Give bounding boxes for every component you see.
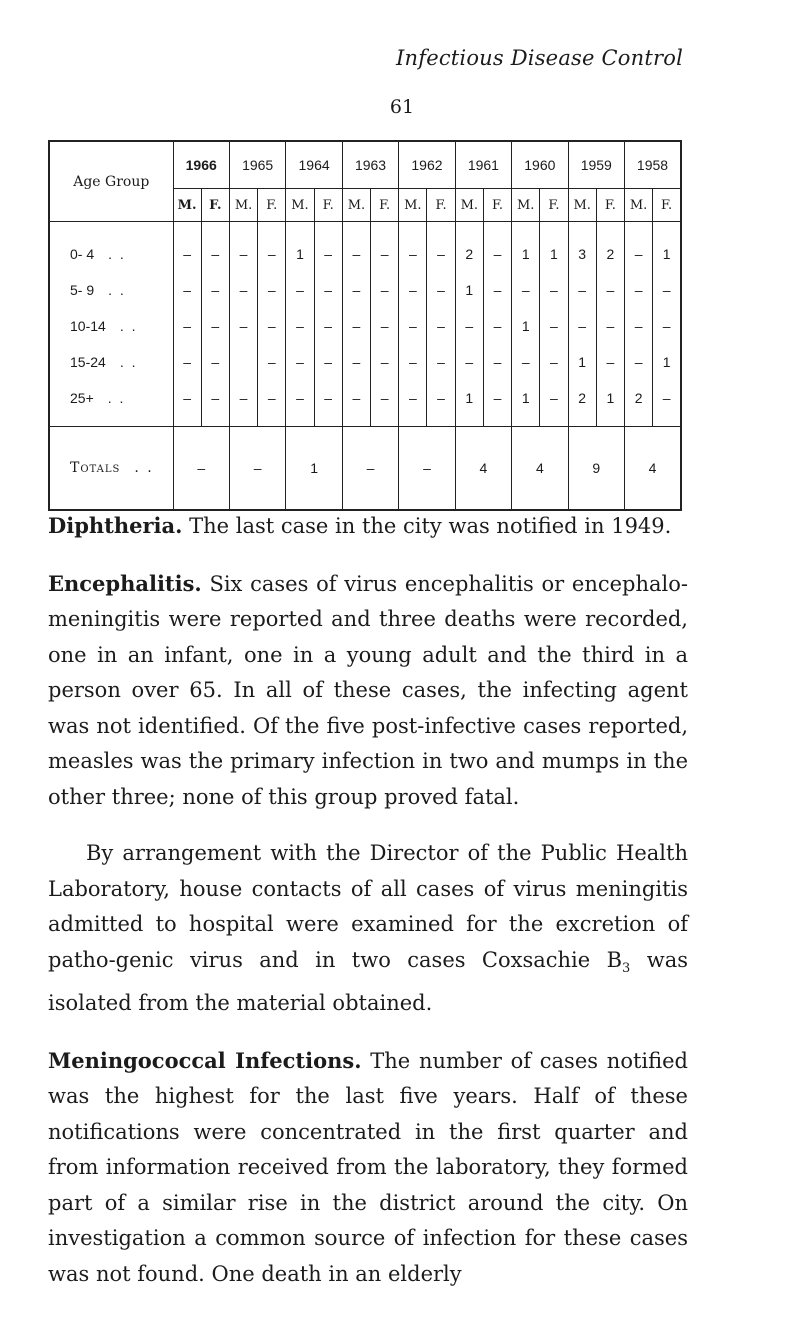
table-cell: 1	[512, 380, 540, 427]
running-header: Infectious Disease Control	[396, 46, 683, 70]
table-cell: –	[596, 272, 624, 308]
table-cell: –	[399, 308, 427, 344]
table-row	[49, 308, 681, 344]
table-cell: –	[314, 272, 342, 308]
table-cell: –	[371, 344, 399, 380]
year-header: 1962	[399, 141, 455, 189]
totals-cell: 4	[455, 427, 511, 511]
table-cell	[229, 344, 257, 380]
table-cell: –	[399, 380, 427, 427]
female-header: F.	[371, 189, 399, 222]
diphtheria-text: The last case in the city was notified in 1949.	[182, 514, 672, 538]
table-cell: –	[540, 308, 568, 344]
table-cell: –	[371, 308, 399, 344]
diphtheria-paragraph	[48, 508, 688, 545]
table-row	[49, 380, 681, 427]
age-group-label: 25+	[70, 390, 94, 406]
table-cell: –	[540, 272, 568, 308]
table-cell: –	[201, 380, 229, 427]
year-header: 1965	[229, 141, 285, 189]
female-header: F.	[483, 189, 511, 222]
table-cell: –	[512, 272, 540, 308]
table-cell: –	[568, 308, 596, 344]
table-cell: –	[229, 222, 257, 273]
table-cell: 1	[512, 308, 540, 344]
age-group-cell	[49, 222, 173, 273]
male-header: M.	[342, 189, 370, 222]
table-cell: –	[625, 344, 653, 380]
table-cell: 2	[455, 222, 483, 273]
female-header: F.	[201, 189, 229, 222]
table-cell: 3	[568, 222, 596, 273]
arrangement-text: By arrangement with the Director of the Public Health Laboratory, house contacts of all cases of virus meningitis admitted to hospital were examined for the excretion of patho-genic virus and in two cases Coxsachie B	[48, 841, 688, 972]
age-group-cell	[49, 380, 173, 427]
table-cell: –	[314, 308, 342, 344]
table-cell: –	[201, 272, 229, 308]
table-cell: 1	[653, 344, 681, 380]
table-cell: 1	[286, 222, 314, 273]
table-cell: –	[342, 380, 370, 427]
article-body	[48, 508, 688, 1313]
year-header: 1964	[286, 141, 342, 189]
male-header: M.	[229, 189, 257, 222]
age-group-label: 0- 4	[70, 246, 95, 262]
year-header: 1958	[625, 141, 682, 189]
table-cell: –	[653, 380, 681, 427]
leader-dots: . .	[134, 460, 154, 476]
table-cell: –	[286, 308, 314, 344]
table-cell: 1	[455, 272, 483, 308]
totals-cell: 4	[625, 427, 682, 511]
table-cell: 1	[512, 222, 540, 273]
diphtheria-heading: Diphtheria.	[48, 513, 183, 538]
table-cell: –	[286, 344, 314, 380]
table-cell: –	[258, 344, 286, 380]
table-cell: –	[286, 272, 314, 308]
table-cell: –	[596, 308, 624, 344]
table-cell: –	[483, 344, 511, 380]
table-cell: –	[653, 308, 681, 344]
table-cell: –	[173, 272, 201, 308]
table-cell: 2	[596, 222, 624, 273]
totals-row	[49, 427, 681, 511]
table-cell: –	[399, 272, 427, 308]
year-header: 1966	[173, 141, 229, 189]
male-header: M.	[512, 189, 540, 222]
table-cell: –	[229, 308, 257, 344]
table-row	[49, 272, 681, 308]
age-group-label: 5- 9	[70, 282, 95, 298]
female-header: F.	[258, 189, 286, 222]
table-cell: –	[371, 222, 399, 273]
table-cell: –	[625, 222, 653, 273]
table-cell: –	[399, 222, 427, 273]
table-cell: 2	[568, 380, 596, 427]
leader-dots: . .	[108, 282, 126, 298]
table-cell: 1	[596, 380, 624, 427]
table-cell: –	[201, 308, 229, 344]
table-cell: –	[201, 344, 229, 380]
table-cell: –	[427, 222, 455, 273]
table-cell: –	[512, 344, 540, 380]
totals-cell: 9	[568, 427, 624, 511]
table-row	[49, 344, 681, 380]
totals-cell: –	[342, 427, 398, 511]
table-cell: –	[286, 380, 314, 427]
female-header: F.	[427, 189, 455, 222]
year-header: 1959	[568, 141, 624, 189]
table-cell: –	[625, 308, 653, 344]
page-number: 61	[389, 96, 415, 118]
table-cell: 1	[568, 344, 596, 380]
encephalitis-heading: Encephalitis.	[48, 570, 202, 596]
year-header: 1961	[455, 141, 511, 189]
leader-dots: . .	[119, 318, 138, 334]
leader-dots: . .	[119, 354, 138, 370]
year-header: 1963	[342, 141, 398, 189]
encephalitis-text: Six cases of virus encephalitis or encephalo-meningitis were reported and three deaths were recorded, one in an infant, one in a young adult and the third in a person over 65. In all of these cases, the infecting agent was not identified. Of the five post-infective cases reported, measles was the primary infection in two and mumps in the other three; none of this group proved fatal.	[48, 571, 688, 809]
table-cell: –	[173, 222, 201, 273]
table-cell: –	[371, 380, 399, 427]
age-group-cases-table	[48, 140, 682, 511]
table-cell: 2	[625, 380, 653, 427]
table-row	[49, 222, 681, 273]
table-cell: 1	[653, 222, 681, 273]
totals-cell: –	[399, 427, 455, 511]
table-cell: –	[342, 344, 370, 380]
leader-dots: . .	[108, 246, 126, 262]
male-header: M.	[568, 189, 596, 222]
age-group-cell	[49, 308, 173, 344]
year-header-row	[49, 141, 681, 189]
totals-label-cell	[49, 427, 173, 511]
table-cell: –	[342, 308, 370, 344]
male-header: M.	[399, 189, 427, 222]
male-header: M.	[286, 189, 314, 222]
table-cell: –	[483, 222, 511, 273]
table-cell: –	[342, 272, 370, 308]
table-cell: 1	[540, 222, 568, 273]
age-group-cell	[49, 272, 173, 308]
table-cell: –	[568, 272, 596, 308]
table-cell: –	[455, 308, 483, 344]
table-cell: –	[229, 272, 257, 308]
table-cell: –	[258, 222, 286, 273]
male-header: M.	[455, 189, 483, 222]
table-cell: –	[201, 222, 229, 273]
table-cell: –	[399, 344, 427, 380]
male-header: M.	[173, 189, 201, 222]
table-cell: –	[314, 222, 342, 273]
table-cell: –	[229, 380, 257, 427]
table-cell: –	[371, 272, 399, 308]
leader-dots: . .	[107, 390, 126, 406]
year-header: 1960	[512, 141, 568, 189]
female-header: F.	[596, 189, 624, 222]
totals-cell: –	[173, 427, 229, 511]
female-header: F.	[540, 189, 568, 222]
table-cell: –	[173, 380, 201, 427]
table-cell: –	[427, 344, 455, 380]
table-cell: 1	[455, 380, 483, 427]
table-cell: –	[427, 272, 455, 308]
subscript-three: 3	[622, 960, 631, 976]
table-cell: –	[483, 272, 511, 308]
totals-label: Totals	[70, 460, 121, 476]
totals-cell: 4	[512, 427, 568, 511]
female-header: F.	[314, 189, 342, 222]
age-group-label: 15-24	[70, 354, 106, 370]
age-group-label: 10-14	[70, 318, 106, 334]
meningococcal-text: The number of cases notified was the highest for the last five years. Half of these notifications were concentrated in the first quarter and from information received from the laboratory, they formed part of a similar rise in the district around the city. On investigation a common source of infection for these cases was not found. One death in an elderly	[48, 1048, 688, 1286]
table-cell: –	[625, 272, 653, 308]
table-cell: –	[173, 344, 201, 380]
table-cell: –	[596, 344, 624, 380]
age-group-header: Age Group	[49, 141, 173, 222]
table-cell: –	[342, 222, 370, 273]
table-cell: –	[483, 380, 511, 427]
meningococcal-paragraph	[48, 1043, 688, 1293]
table-cell: –	[455, 344, 483, 380]
table-cell: –	[540, 380, 568, 427]
male-header: M.	[625, 189, 653, 222]
table-cell: –	[314, 380, 342, 427]
age-group-cell	[49, 344, 173, 380]
encephalitis-paragraph	[48, 566, 688, 816]
table-cell: –	[653, 272, 681, 308]
table-cell: –	[258, 308, 286, 344]
table-cell: –	[258, 272, 286, 308]
table-cell: –	[314, 344, 342, 380]
table-cell: –	[483, 308, 511, 344]
table-cell: –	[173, 308, 201, 344]
table-cell: –	[427, 380, 455, 427]
arrangement-paragraph	[48, 836, 688, 1022]
totals-cell: 1	[286, 427, 342, 511]
meningococcal-heading: Meningococcal Infections.	[48, 1047, 362, 1073]
totals-cell: –	[229, 427, 285, 511]
female-header: F.	[653, 189, 681, 222]
arrangement-text-end: was isolated from the material obtained.	[48, 947, 689, 1016]
table-cell: –	[427, 308, 455, 344]
table-cell: –	[540, 344, 568, 380]
table-cell: –	[258, 380, 286, 427]
